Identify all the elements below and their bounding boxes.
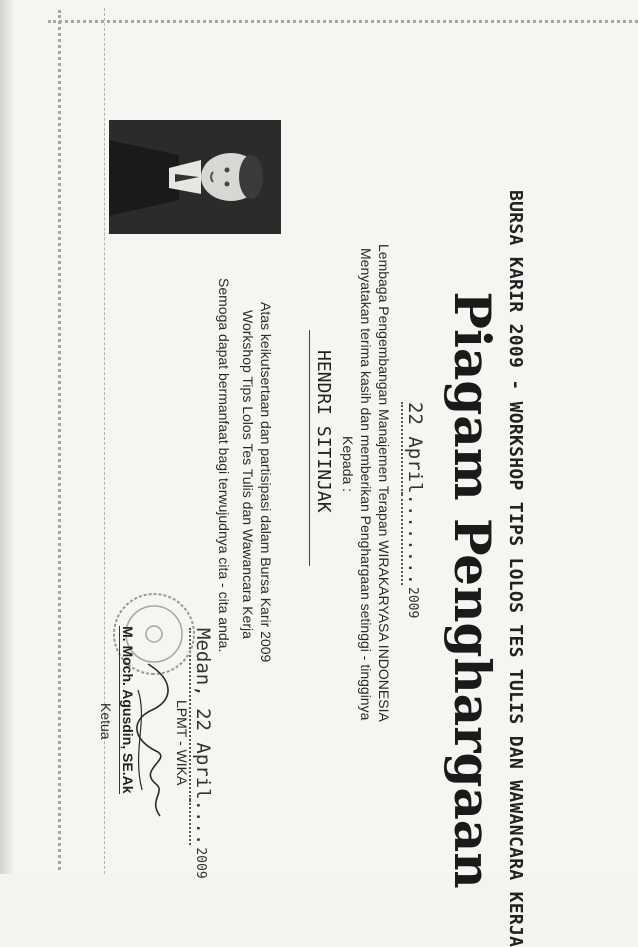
recipient-underline <box>309 330 310 566</box>
scan-shadow-edge <box>0 0 14 874</box>
issue-date: 22 April........2009 <box>404 402 426 618</box>
issue-date-year: 2009 <box>405 587 420 619</box>
place-and-date: Medan, 22 April....2009 <box>192 628 214 879</box>
organization-name: LPMT - WIKA <box>174 700 190 786</box>
certificate-content <box>70 180 530 947</box>
recipient-name: HENDRI SITINJAK <box>313 350 334 513</box>
decorative-border-top <box>48 20 638 23</box>
place-and-date-year: 2009 <box>193 847 208 879</box>
closing-wish: Semoga dapat bermanfaat bagi terwujudnya cita - cita anda. <box>216 278 232 653</box>
signatory-name: M. Moch. Agusdin, SE.Ak <box>120 626 136 794</box>
participation-text-line-2: Workshop Tips Lolos Tes Tulis dan Wawancara Kerja <box>240 310 256 639</box>
appreciation-statement: Menyatakan terima kasih dan memberikan Penghargaan setinggi - tingginya <box>358 248 374 721</box>
place-and-date-text: Medan, 22 April <box>189 628 214 800</box>
event-banner: BURSA KARIR 2009 - WORKSHOP TIPS LOLOS TES TULIS DAN WAWANCARA KERJA <box>505 190 526 947</box>
certificate-heading: Piagam Penghargaan <box>443 291 502 889</box>
signatory-title: Ketua <box>98 703 114 740</box>
participation-text-line-1: Atas keikutsertaan dan partisipasi dalam Bursa Karir 2009 <box>258 302 274 663</box>
issue-date-handwritten: 22 April <box>401 402 426 494</box>
addressed-to-label: Kepada : <box>340 436 356 493</box>
institution-statement: Lembaga Pengembangan Manajemen Terapan WIRAKARYASA INDONESIA <box>376 244 392 722</box>
decorative-border-left <box>58 10 61 870</box>
